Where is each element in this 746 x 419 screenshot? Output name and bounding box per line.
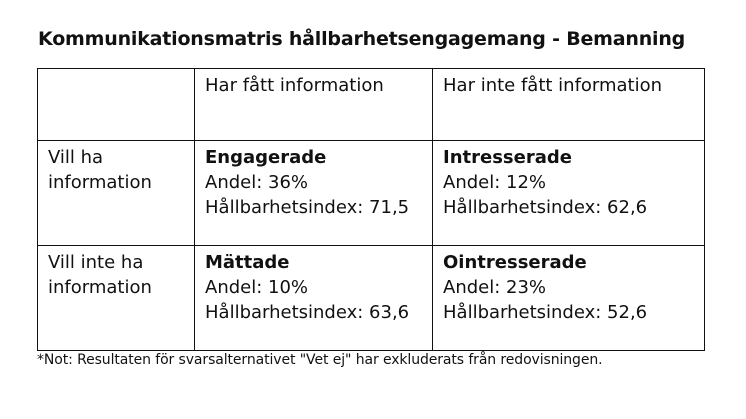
- segment-cell-mattade: [195, 246, 433, 351]
- segment-name: Engagerade: [205, 147, 327, 168]
- header-row: [38, 69, 705, 141]
- segment-index: Hållbarhetsindex: 71,5: [205, 197, 410, 218]
- corner-cell: [38, 69, 195, 141]
- segment-index: Hållbarhetsindex: 52,6: [443, 302, 648, 323]
- column-header-received: Har fått information: [195, 69, 433, 141]
- row-label-wants-info: [38, 141, 195, 246]
- segment-cell-intresserade: [433, 141, 705, 246]
- column-header-not-received: Har inte fått information: [433, 69, 705, 141]
- segment-index: Hållbarhetsindex: 63,6: [205, 302, 410, 323]
- row-label-not-wants-info: [38, 246, 195, 351]
- footnote: *Not: Resultaten för svarsalternativet "Vet ej" har exkluderats från redovisningen.: [37, 352, 603, 368]
- segment-name: Intresserade: [443, 147, 572, 168]
- table-row: [38, 246, 705, 351]
- segment-share: Andel: 36%: [205, 172, 309, 193]
- table-row: [38, 141, 705, 246]
- segment-share: Andel: 10%: [205, 277, 309, 298]
- segment-share: Andel: 12%: [443, 172, 547, 193]
- segment-name: Ointresserade: [443, 252, 587, 273]
- row-label-text: Vill ha information: [48, 147, 152, 193]
- segment-cell-ointresserade: [433, 246, 705, 351]
- communication-matrix: [37, 68, 705, 351]
- segment-index: Hållbarhetsindex: 62,6: [443, 197, 648, 218]
- row-label-text: Vill inte ha information: [48, 252, 152, 298]
- page-title: Kommunikationsmatris hållbarhetsengagemang - Bemanning: [38, 28, 686, 50]
- segment-cell-engagerade: [195, 141, 433, 246]
- segment-share: Andel: 23%: [443, 277, 547, 298]
- segment-name: Mättade: [205, 252, 290, 273]
